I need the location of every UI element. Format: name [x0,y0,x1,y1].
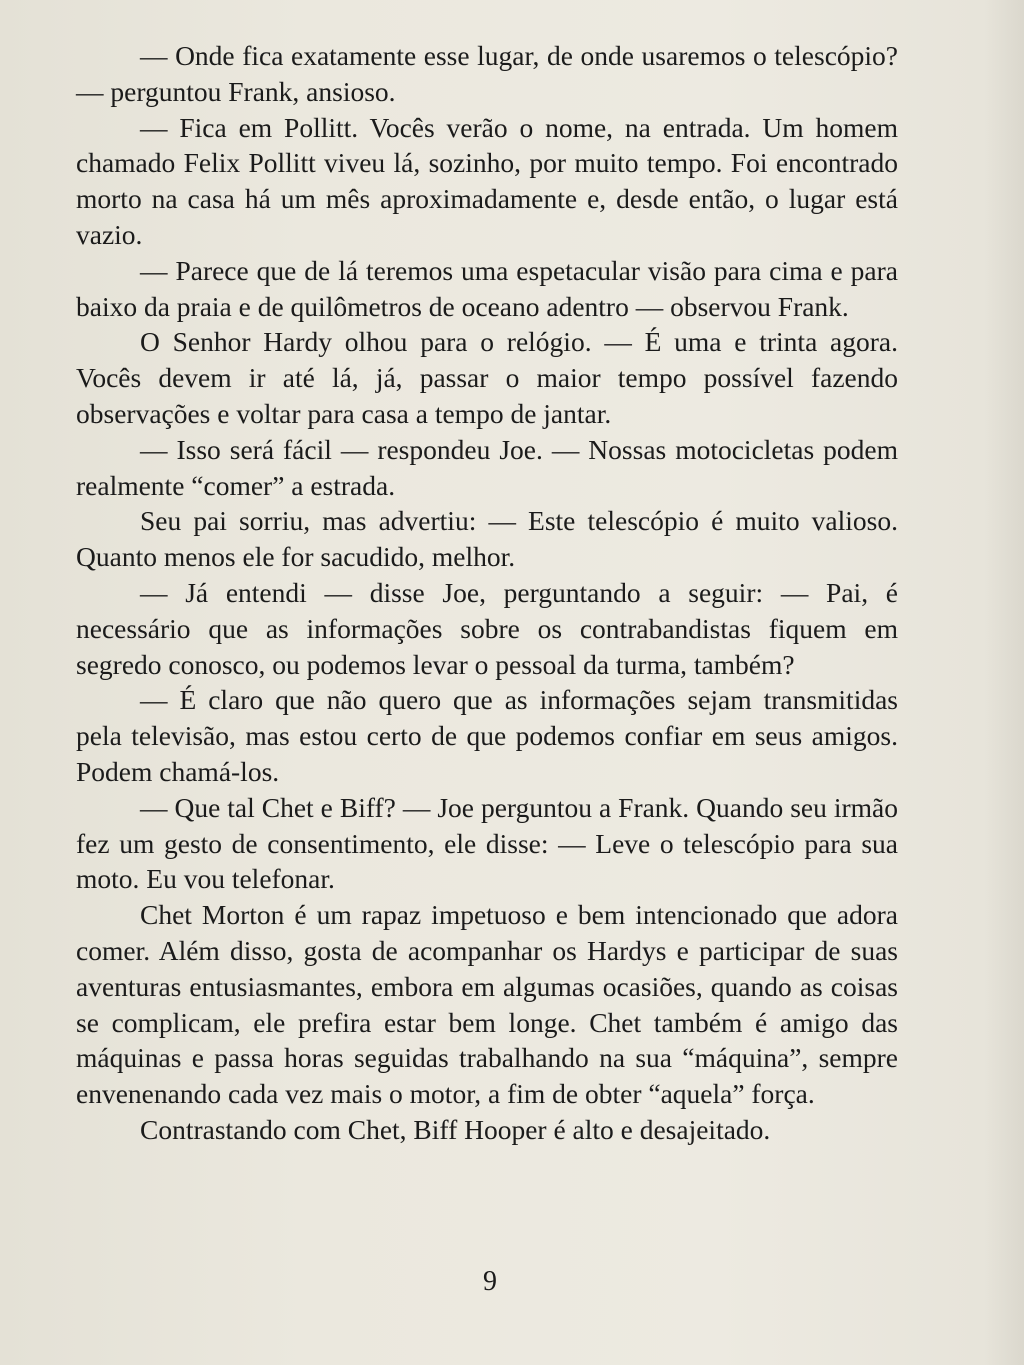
paragraph: Contrastando com Chet, Biff Hooper é alto e desajeitado. [140,1113,771,1145]
paragraph: — Já entendi — disse Joe, perguntando a seguir: — Pai, é necessário que as informações sobre os contrabandistas fiquem em segredo conosco, ou podemos levar o pessoal da turma, também? [76,576,898,680]
body-text [76,38,898,1148]
paragraph: — Parece que de lá teremos uma espetacular visão para cima e para baixo da praia e de quilômetros de oceano adentro — observou Frank. [76,254,898,322]
paragraph: — Isso será fácil — respondeu Joe. — Nossas motocicletas podem realmente “comer” a estrada. [76,433,898,501]
paragraph: Seu pai sorriu, mas advertiu: — Este telescópio é muito valioso. Quanto menos ele for sacudido, melhor. [76,505,898,573]
paragraph: — Fica em Pollitt. Vocês verão o nome, na entrada. Um homem chamado Felix Pollitt viveu lá, sozinho, por muito tempo. Foi encontrado morto na casa há um mês aproximadamente e, desde então, o lugar está vazio. [76,111,898,250]
paragraph: — Que tal Chet e Biff? — Joe perguntou a Frank. Quando seu irmão fez um gesto de consentimento, ele disse: — Leve o telescópio para sua moto. Eu vou telefonar. [76,791,898,895]
paragraph: — Onde fica exatamente esse lugar, de onde usaremos o telescópio? — perguntou Frank, ansioso. [76,40,898,107]
page-number: 9 [483,1266,497,1297]
paragraph: — É claro que não quero que as informações sejam transmitidas pela televisão, mas estou certo de que podemos confiar em seus amigos. Podem chamá-los. [76,684,898,787]
paragraph: O Senhor Hardy olhou para o relógio. — É uma e trinta agora. Vocês devem ir até lá, já, passar o maior tempo possível fazendo observações e voltar para casa a tempo de jantar. [76,326,898,429]
paragraph: Chet Morton é um rapaz impetuoso e bem intencionado que adora comer. Além disso, gosta de acompanhar os Hardys e participar de suas aventuras entusiasmantes, embora em algumas ocasiões, quando as coisas se complicam, ele prefira estar bem longe. Chet também é amigo das máquinas e passa horas seguidas trabalhando na sua “máquina”, sempre envenenando cada vez mais o motor, a fim de obter “aquela” força. [76,899,898,1110]
page-edge-shadow [984,0,1024,1365]
